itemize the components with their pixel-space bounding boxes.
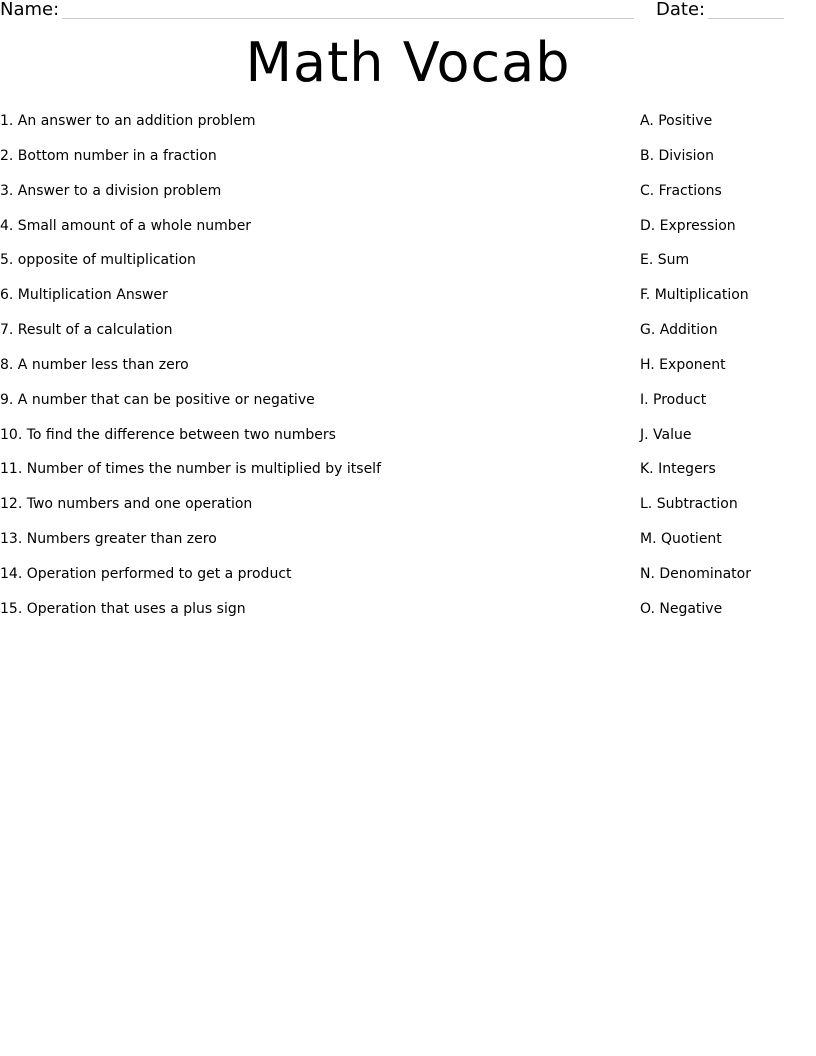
answer-option: G. Addition — [640, 322, 718, 339]
clue-text: 10. To find the difference between two numbers — [0, 426, 336, 443]
list-item — [0, 425, 816, 460]
list-item — [0, 320, 816, 355]
list-item — [0, 146, 816, 181]
list-item — [0, 390, 816, 425]
page-title: Math Vocab — [245, 31, 571, 94]
list-item — [0, 216, 816, 251]
answer-option: N. Denominator — [640, 565, 751, 582]
answer-option: D. Expression — [640, 217, 736, 234]
clue-text: 1. An answer to an addition problem — [0, 113, 256, 129]
answer-option: O. Negative — [640, 600, 723, 617]
clue-text: 4. Small amount of a whole number — [0, 217, 252, 234]
list-item — [0, 529, 816, 564]
clue-text: 14. Operation performed to get a product — [0, 565, 292, 582]
answer-option: F. Multiplication — [640, 287, 749, 304]
clue-text: 2. Bottom number in a fraction — [0, 147, 217, 164]
answer-option: L. Subtraction — [640, 496, 738, 513]
list-item — [0, 494, 816, 529]
answer-option: A. Positive — [640, 113, 713, 129]
clue-text: 15. Operation that uses a plus sign — [0, 600, 246, 617]
list-item — [0, 599, 816, 634]
clue-text: 9. A number that can be positive or negative — [0, 391, 315, 408]
list-item — [0, 285, 816, 320]
list-item — [0, 355, 816, 390]
clue-text: 7. Result of a calculation — [0, 322, 173, 339]
answer-option: H. Exponent — [640, 356, 726, 373]
answer-option: E. Sum — [640, 252, 690, 269]
answer-option: B. Division — [640, 147, 714, 164]
answer-option: C. Fractions — [640, 182, 722, 199]
clue-text: 11. Number of times the number is multiplied by itself — [0, 461, 381, 478]
list-item — [0, 111, 816, 146]
clue-text: 6. Multiplication Answer — [0, 287, 168, 304]
clue-text: 8. A number less than zero — [0, 356, 189, 373]
list-item — [0, 181, 816, 216]
date-label: Date: — [656, 0, 706, 20]
answer-option: I. Product — [640, 391, 707, 408]
clue-text: 13. Numbers greater than zero — [0, 531, 217, 548]
list-item — [0, 250, 816, 285]
list-item — [0, 459, 816, 494]
answer-option: M. Quotient — [640, 531, 722, 548]
vocab-matching-list — [0, 111, 816, 634]
name-label: Name: — [0, 0, 60, 20]
clue-text: 12. Two numbers and one operation — [0, 496, 253, 513]
answer-option: K. Integers — [640, 461, 716, 478]
answer-option: J. Value — [640, 426, 692, 443]
worksheet-header — [0, 0, 816, 22]
clue-text: 5. opposite of multiplication — [0, 252, 196, 269]
date-field[interactable] — [708, 18, 784, 19]
clue-text: 3. Answer to a division problem — [0, 182, 222, 199]
list-item — [0, 564, 816, 599]
name-field[interactable] — [62, 18, 634, 19]
